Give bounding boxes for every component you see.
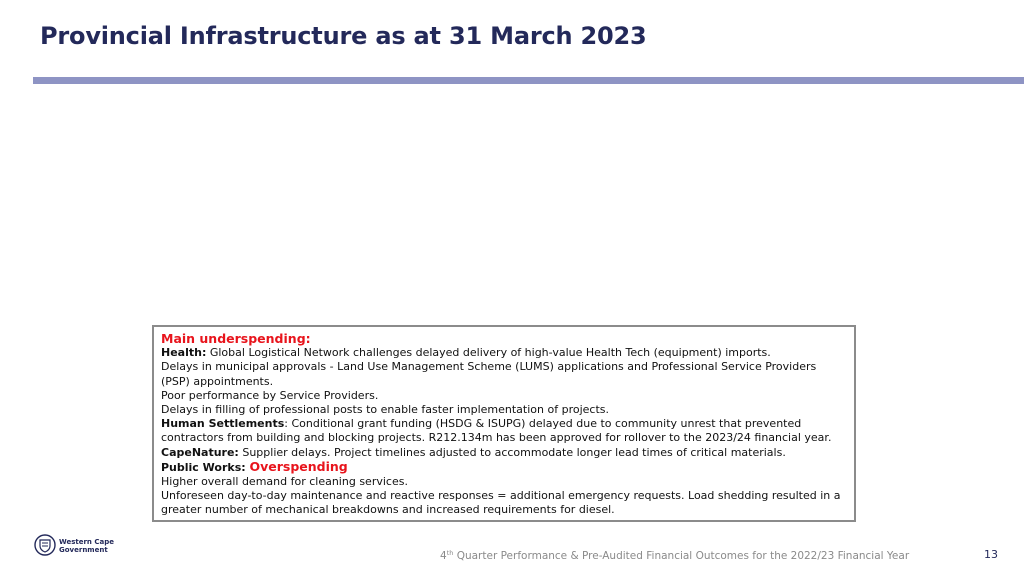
health-text: Global Logistical Network challenges delayed delivery of high-value Health Tech (equipment) imports. xyxy=(206,346,771,360)
notes-line-capenature xyxy=(161,446,848,460)
logo-line: Government xyxy=(59,546,108,554)
pw-overspending: Overspending xyxy=(249,458,348,474)
hs-text: : Conditional grant funding (HSDG & ISUPG) delayed due to community unrest that prevented xyxy=(284,417,802,431)
quarter-ordinal: th xyxy=(446,549,454,557)
footer-text: Quarter Performance & Pre-Audited Financial Outcomes for the 2022/23 Financial Year xyxy=(453,550,910,562)
logo-line: Western Cape xyxy=(59,538,114,546)
notes-box xyxy=(152,325,856,522)
slide-title: Provincial Infrastructure as at 31 March 2023 xyxy=(40,22,647,50)
notes-line-human-settlements xyxy=(161,417,848,431)
notes-line-public-works xyxy=(161,460,848,475)
notes-line: Unforeseen day-to-day maintenance and reactive responses = additional emergency requests. Load shedding resulted in a xyxy=(161,489,841,503)
logo-text xyxy=(59,538,114,554)
notes-line: Higher overall demand for cleaning services. xyxy=(161,475,408,489)
crest-icon xyxy=(34,534,56,556)
government-logo xyxy=(34,534,114,560)
cn-text: Supplier delays. Project timelines adjusted to accommodate longer lead times of critical materials. xyxy=(238,445,786,459)
notes-line: greater number of mechanical breakdowns and increased requirements for diesel. xyxy=(161,503,615,517)
notes-line: Delays in municipal approvals - Land Use Management Scheme (LUMS) applications and Professional Service Providers xyxy=(161,360,817,374)
hs-label: Human Settlements xyxy=(161,417,285,431)
health-label: Health: xyxy=(161,346,207,360)
notes-line: (PSP) appointments. xyxy=(161,374,274,388)
cn-label: CapeNature: xyxy=(161,445,239,459)
page-number: 13 xyxy=(984,548,998,561)
notes-line: Delays in filling of professional posts to enable faster implementation of projects. xyxy=(161,403,609,417)
notes-line: contractors from building and blocking projects. R212.134m has been approved for rollover to the 2023/24 financial year. xyxy=(161,431,832,445)
title-divider xyxy=(33,77,1024,84)
footer-caption xyxy=(440,549,909,562)
notes-line-health xyxy=(161,346,848,360)
notes-line: Poor performance by Service Providers. xyxy=(161,388,379,402)
notes-heading: Main underspending: xyxy=(161,331,311,346)
quarter-number: 4 xyxy=(440,550,447,562)
pw-label: Public Works: xyxy=(161,460,250,474)
